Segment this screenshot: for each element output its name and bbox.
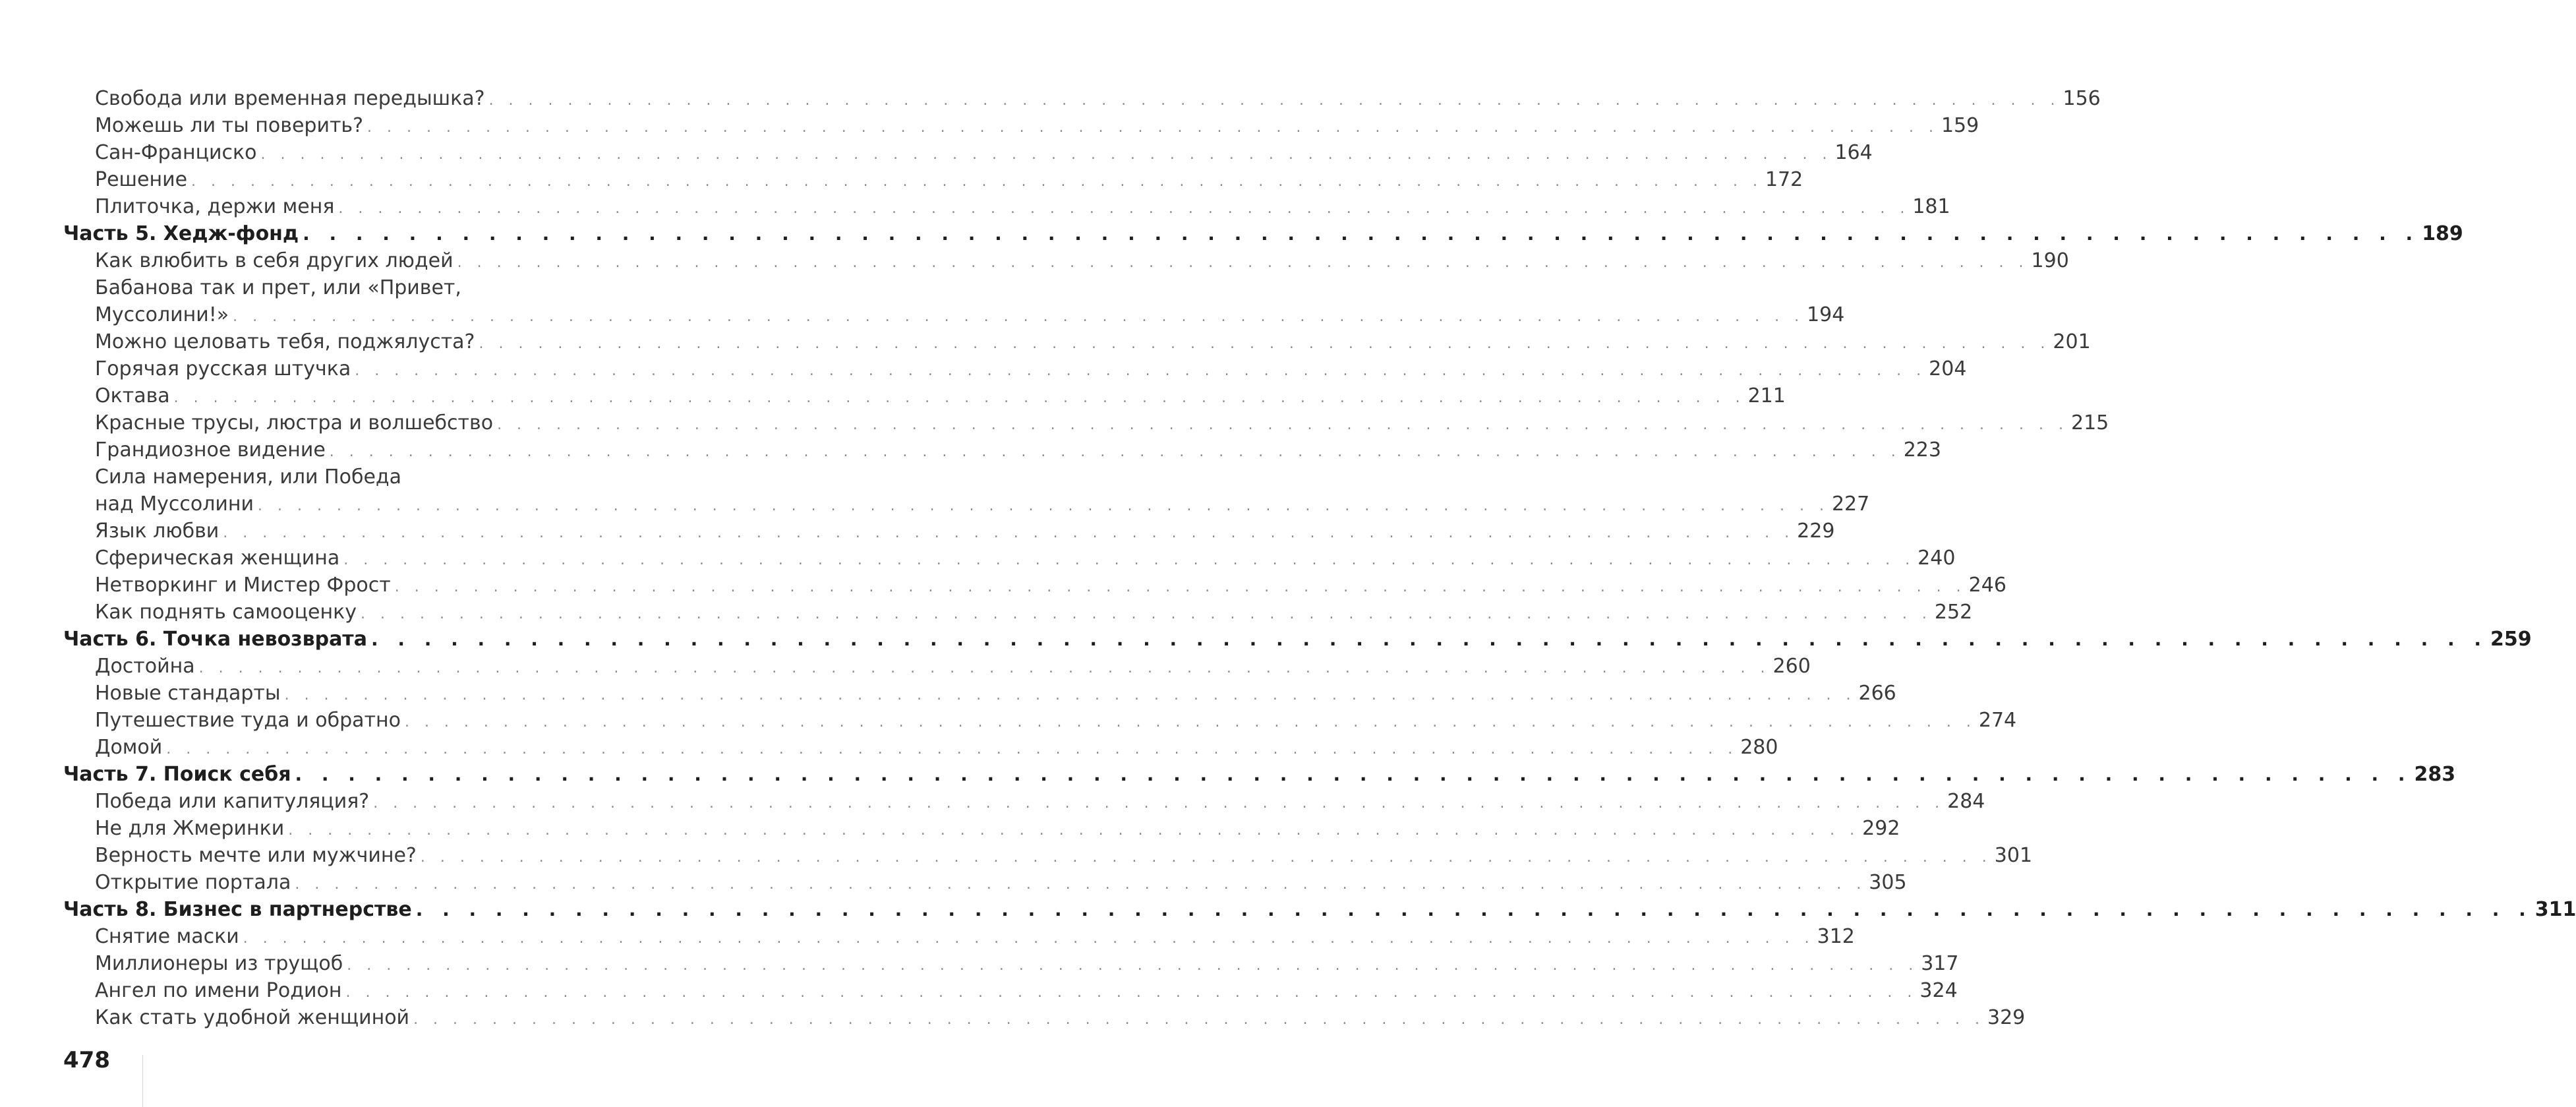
toc-chapter xyxy=(63,626,2532,653)
toc-entry-page: 172 xyxy=(1765,168,1803,191)
toc-entry-title: Муссолини!» xyxy=(95,303,229,326)
dot-leader: . . . . . . . . . . . . . . . . . . . . . . . . . . . . . . . . . . . . . . . . . . . . . . . . . . . . . . . . . . . . . . . . . . . . . . . . . . . . . . . . xyxy=(413,1011,1985,1028)
toc-entry xyxy=(95,599,1973,626)
toc-entry-title: Нетворкинг и Мистер Фрост xyxy=(95,574,391,597)
toc-chapter-page: 311 xyxy=(2534,898,2576,921)
dot-leader: . . . . . . . . . . . . . . . . . . . . . . . . . . . . . . . . . . . . . . . . . . . . . . . . . . . . . . . . . . . . . . . . . . . . . . . . . . . . . . . . xyxy=(457,254,2029,271)
toc-chapter-title: Часть 8. Бизнес в партнерстве xyxy=(63,898,412,921)
dot-leader: . . . . . . . . . . . . . . . . . . . . . . . . . . . . . . . . . . . . . . . . . . . . . . . . . . . . . . . . . . . . . . . . . . . . . . . . . . . . . . . . xyxy=(347,957,1919,974)
toc-entry-title: Новые стандарты xyxy=(95,682,281,705)
toc-entry xyxy=(95,707,2017,734)
toc-entry-page: 215 xyxy=(2070,411,2109,434)
dot-leader: . . . . . . . . . . . . . . . . . . . . . . . . . . . . . . . . . . . . . . . . . . . . . . . . . . . . . . . . . . . . . . . . . . . . . . . . . . . . . . . . xyxy=(488,92,2061,109)
dot-leader: . . . . . . . . . . . . . . . . . . . . . . . . . . . . . . . . . . . . . . . . . . . . . . . . . . . . . . . . . . . . . . . . . . . . . . . . . . . . . . . . xyxy=(367,119,1939,136)
toc-chapter-title: Часть 7. Поиск себя xyxy=(63,763,291,786)
dot-leader: . . . . . . . . . . . . . . . . . . . . . . . . . . . . . . . . . . . . . . . . . . . . . . . . . . . . . . . . . . . . . . . . . . . . . . . . . . . . . . . . xyxy=(295,763,2412,785)
toc-entry xyxy=(95,842,2033,869)
dot-leader: . . . . . . . . . . . . . . . . . . . . . . . . . . . . . . . . . . . . . . . . . . . . . . . . . . . . . . . . . . . . . . . . . . . . . . . . . . . . . . . . xyxy=(370,628,2488,650)
toc-entry xyxy=(95,301,1845,328)
toc-entry-title: Домой xyxy=(95,736,163,759)
toc-entry-line xyxy=(95,274,600,301)
toc-entry-title: Как стать удобной женщиной xyxy=(95,1006,410,1029)
toc-entry-title: Решение xyxy=(95,168,188,191)
dot-leader: . . . . . . . . . . . . . . . . . . . . . . . . . . . . . . . . . . . . . . . . . . . . . . . . . . . . . . . . . . . . . . . . . . . . . . . . . . . . . . . . xyxy=(258,498,1829,514)
toc-entry-page: 305 xyxy=(1869,871,1907,894)
toc-entry xyxy=(95,788,1985,815)
dot-leader: . . . . . . . . . . . . . . . . . . . . . . . . . . . . . . . . . . . . . . . . . . . . . . . . . . . . . . . . . . . . . . . . . . . . . . . . . . . . . . . . xyxy=(260,146,1832,163)
toc-entry-page: 164 xyxy=(1834,141,1873,164)
dot-leader: . . . . . . . . . . . . . . . . . . . . . . . . . . . . . . . . . . . . . . . . . . . . . . . . . . . . . . . . . . . . . . . . . . . . . . . . . . . . . . . . xyxy=(343,552,1916,568)
toc-entry xyxy=(95,680,1896,707)
toc-entry-title: Октава xyxy=(95,384,170,407)
dot-leader: . . . . . . . . . . . . . . . . . . . . . . . . . . . . . . . . . . . . . . . . . . . . . . . . . . . . . . . . . . . . . . . . . . . . . . . . . . . . . . . . xyxy=(191,173,1763,190)
toc-entry-page: 312 xyxy=(1817,925,1855,948)
dot-leader: . . . . . . . . . . . . . . . . . . . . . . . . . . . . . . . . . . . . . . . . . . . . . . . . . . . . . . . . . . . . . . . . . . . . . . . . . . . . . . . . xyxy=(404,714,1976,731)
page-number: 478 xyxy=(63,1047,110,1073)
toc-entry-page: 292 xyxy=(1862,817,1900,840)
toc-entry xyxy=(95,734,1778,761)
toc-entry-page: 266 xyxy=(1858,682,1896,705)
toc-entry xyxy=(95,545,1956,572)
dot-leader: . . . . . . . . . . . . . . . . . . . . . . . . . . . . . . . . . . . . . . . . . . . . . . . . . . . . . . . . . . . . . . . . . . . . . . . . . . . . . . . . xyxy=(233,309,1805,325)
dot-leader: . . . . . . . . . . . . . . . . . . . . . . . . . . . . . . . . . . . . . . . . . . . . . . . . . . . . . . . . . . . . . . . . . . . . . . . . . . . . . . . . xyxy=(288,822,1860,839)
toc-chapter xyxy=(63,761,2456,788)
toc-entry xyxy=(95,869,1907,896)
toc-entry-title: Ангел по имени Родион xyxy=(95,979,342,1002)
dot-leader: . . . . . . . . . . . . . . . . . . . . . . . . . . . . . . . . . . . . . . . . . . . . . . . . . . . . . . . . . . . . . . . . . . . . . . . . . . . . . . . . xyxy=(295,876,1867,893)
dot-leader: . . . . . . . . . . . . . . . . . . . . . . . . . . . . . . . . . . . . . . . . . . . . . . . . . . . . . . . . . . . . . . . . . . . . . . . . . . . . . . . . xyxy=(415,899,2532,920)
toc-entry-title: над Муссолини xyxy=(95,493,254,516)
toc-entry-title: Путешествие туда и обратно xyxy=(95,709,401,732)
toc-entry xyxy=(95,518,1835,545)
dot-leader: . . . . . . . . . . . . . . . . . . . . . . . . . . . . . . . . . . . . . . . . . . . . . . . . . . . . . . . . . . . . . . . . . . . . . . . . . . . . . . . . xyxy=(338,200,1910,217)
toc-entry-page: 317 xyxy=(1921,952,1959,975)
toc-entry-title: Миллионеры из трущоб xyxy=(95,952,343,975)
dot-leader: . . . . . . . . . . . . . . . . . . . . . . . . . . . . . . . . . . . . . . . . . . . . . . . . . . . . . . . . . . . . . . . . . . . . . . . . . . . . . . . . xyxy=(243,930,1815,947)
dot-leader: . . . . . . . . . . . . . . . . . . . . . . . . . . . . . . . . . . . . . . . . . . . . . . . . . . . . . . . . . . . . . . . . . . . . . . . . . . . . . . . . xyxy=(173,390,1745,406)
dot-leader: . . . . . . . . . . . . . . . . . . . . . . . . . . . . . . . . . . . . . . . . . . . . . . . . . . . . . . . . . . . . . . . . . . . . . . . . . . . . . . . . xyxy=(479,336,2051,352)
toc-entry-title: Бабанова так и прет, или «Привет, xyxy=(95,276,461,299)
toc-entry-page: 204 xyxy=(1929,357,1967,380)
toc-entry xyxy=(95,139,1873,166)
dot-leader: . . . . . . . . . . . . . . . . . . . . . . . . . . . . . . . . . . . . . . . . . . . . . . . . . . . . . . . . . . . . . . . . . . . . . . . . . . . . . . . . xyxy=(420,849,1992,866)
toc-entry-title: Снятие маски xyxy=(95,925,239,948)
toc-entry-page: 159 xyxy=(1941,114,1979,137)
dot-leader: . . . . . . . . . . . . . . . . . . . . . . . . . . . . . . . . . . . . . . . . . . . . . . . . . . . . . . . . . . . . . . . . . . . . . . . . . . . . . . . . xyxy=(361,606,1932,622)
toc-entry-title: Можешь ли ты поверить? xyxy=(95,114,364,137)
toc-chapter-page: 259 xyxy=(2490,628,2532,651)
toc-entry-page: 324 xyxy=(1919,979,1958,1002)
toc-chapter-page: 189 xyxy=(2422,222,2463,245)
dot-leader: . . . . . . . . . . . . . . . . . . . . . . . . . . . . . . . . . . . . . . . . . . . . . . . . . . . . . . . . . . . . . . . . . . . . . . . . . . . . . . . . xyxy=(284,687,1856,703)
toc-entry-page: 252 xyxy=(1934,601,1973,624)
toc-entry xyxy=(95,491,1870,518)
toc-entry-title: Сан-Франциско xyxy=(95,141,257,164)
toc-entry xyxy=(95,166,1803,193)
toc-entry xyxy=(95,1004,2026,1031)
toc-entry xyxy=(95,409,2109,436)
toc-entry xyxy=(95,923,1855,950)
toc-entry-title: Плиточка, держи меня xyxy=(95,195,335,218)
toc-entry-title: Как влюбить в себя других людей xyxy=(95,249,454,272)
dot-leader: . . . . . . . . . . . . . . . . . . . . . . . . . . . . . . . . . . . . . . . . . . . . . . . . . . . . . . . . . . . . . . . . . . . . . . . . . . . . . . . . xyxy=(223,525,1795,541)
toc-entry-page: 194 xyxy=(1807,303,1845,326)
toc-entry-page: 190 xyxy=(2031,249,2069,272)
toc-entry-page: 227 xyxy=(1831,493,1870,516)
toc-entry-page: 274 xyxy=(1978,709,2017,732)
toc-entry-title: Открытие портала xyxy=(95,871,291,894)
toc-entry-page: 240 xyxy=(1917,547,1956,570)
dot-leader: . . . . . . . . . . . . . . . . . . . . . . . . . . . . . . . . . . . . . . . . . . . . . . . . . . . . . . . . . . . . . . . . . . . . . . . . . . . . . . . . xyxy=(303,223,2420,245)
toc-entry-title: Не для Жмеринки xyxy=(95,817,285,840)
dot-leader: . . . . . . . . . . . . . . . . . . . . . . . . . . . . . . . . . . . . . . . . . . . . . . . . . . . . . . . . . . . . . . . . . . . . . . . . . . . . . . . . xyxy=(345,984,1917,1001)
toc-entry xyxy=(95,355,1967,382)
toc-entry-line xyxy=(95,464,600,491)
toc-entry-page: 223 xyxy=(1903,438,1941,462)
toc-entry-title: Язык любви xyxy=(95,520,220,543)
toc-entry xyxy=(95,112,1979,139)
toc-entry xyxy=(95,950,1959,977)
toc-entry-title: Верность мечте или мужчине? xyxy=(95,844,417,867)
toc-entry xyxy=(95,382,1786,409)
toc-entry xyxy=(95,653,1811,680)
dot-leader: . . . . . . . . . . . . . . . . . . . . . . . . . . . . . . . . . . . . . . . . . . . . . . . . . . . . . . . . . . . . . . . . . . . . . . . . . . . . . . . . xyxy=(497,417,2068,433)
toc-entry-title: Горячая русская штучка xyxy=(95,357,351,380)
toc-entry xyxy=(95,977,1958,1004)
toc-entry-page: 211 xyxy=(1747,384,1786,407)
toc-entry-title: Свобода или временная передышка? xyxy=(95,87,485,110)
toc-entry-title: Красные трусы, люстра и волшебство xyxy=(95,411,494,434)
toc-entry-page: 181 xyxy=(1912,195,1950,218)
toc-entry xyxy=(95,247,2069,274)
dot-leader: . . . . . . . . . . . . . . . . . . . . . . . . . . . . . . . . . . . . . . . . . . . . . . . . . . . . . . . . . . . . . . . . . . . . . . . . . . . . . . . . xyxy=(373,795,1945,812)
toc-chapter xyxy=(63,896,2576,923)
toc-entry-page: 260 xyxy=(1772,655,1811,678)
toc-entry-title: Достойна xyxy=(95,655,195,678)
toc-entry-title: Можно целовать тебя, поджялуста? xyxy=(95,330,475,353)
toc-entry-page: 280 xyxy=(1740,736,1778,759)
toc-entry xyxy=(95,328,2091,355)
dot-leader: . . . . . . . . . . . . . . . . . . . . . . . . . . . . . . . . . . . . . . . . . . . . . . . . . . . . . . . . . . . . . . . . . . . . . . . . . . . . . . . . xyxy=(329,444,1901,460)
gutter-rule xyxy=(142,1055,143,1107)
dot-leader: . . . . . . . . . . . . . . . . . . . . . . . . . . . . . . . . . . . . . . . . . . . . . . . . . . . . . . . . . . . . . . . . . . . . . . . . . . . . . . . . xyxy=(355,363,1927,379)
table-of-contents xyxy=(0,85,2576,1031)
toc-chapter-page: 283 xyxy=(2414,763,2456,786)
toc-entry-page: 329 xyxy=(1987,1006,2026,1029)
toc-entry-page: 156 xyxy=(2063,87,2101,110)
toc-chapter-title: Часть 6. Точка невозврата xyxy=(63,628,367,651)
toc-entry-page: 301 xyxy=(1994,844,2033,867)
toc-entry xyxy=(95,572,2006,599)
toc-chapter-title: Часть 5. Хедж-фонд xyxy=(63,222,299,245)
toc-entry-title: Как поднять самооценку xyxy=(95,601,357,624)
toc-entry-page: 201 xyxy=(2053,330,2091,353)
toc-entry-title: Победа или капитуляция? xyxy=(95,790,370,813)
toc-chapter xyxy=(63,220,2463,247)
toc-entry xyxy=(95,815,1900,842)
dot-leader: . . . . . . . . . . . . . . . . . . . . . . . . . . . . . . . . . . . . . . . . . . . . . . . . . . . . . . . . . . . . . . . . . . . . . . . . . . . . . . . . xyxy=(166,741,1738,758)
toc-entry xyxy=(95,436,1941,464)
dot-leader: . . . . . . . . . . . . . . . . . . . . . . . . . . . . . . . . . . . . . . . . . . . . . . . . . . . . . . . . . . . . . . . . . . . . . . . . . . . . . . . . xyxy=(394,579,1966,595)
toc-entry-title: Грандиозное видение xyxy=(95,438,326,462)
toc-entry-page: 284 xyxy=(1947,790,1985,813)
dot-leader: . . . . . . . . . . . . . . . . . . . . . . . . . . . . . . . . . . . . . . . . . . . . . . . . . . . . . . . . . . . . . . . . . . . . . . . . . . . . . . . . xyxy=(198,660,1771,676)
toc-entry xyxy=(95,85,2101,112)
toc-entry-title: Сферическая женщина xyxy=(95,547,340,570)
toc-entry xyxy=(95,193,1950,220)
toc-entry-page: 229 xyxy=(1797,520,1835,543)
toc-entry-title: Сила намерения, или Победа xyxy=(95,465,402,489)
toc-entry-page: 246 xyxy=(1968,574,2006,597)
